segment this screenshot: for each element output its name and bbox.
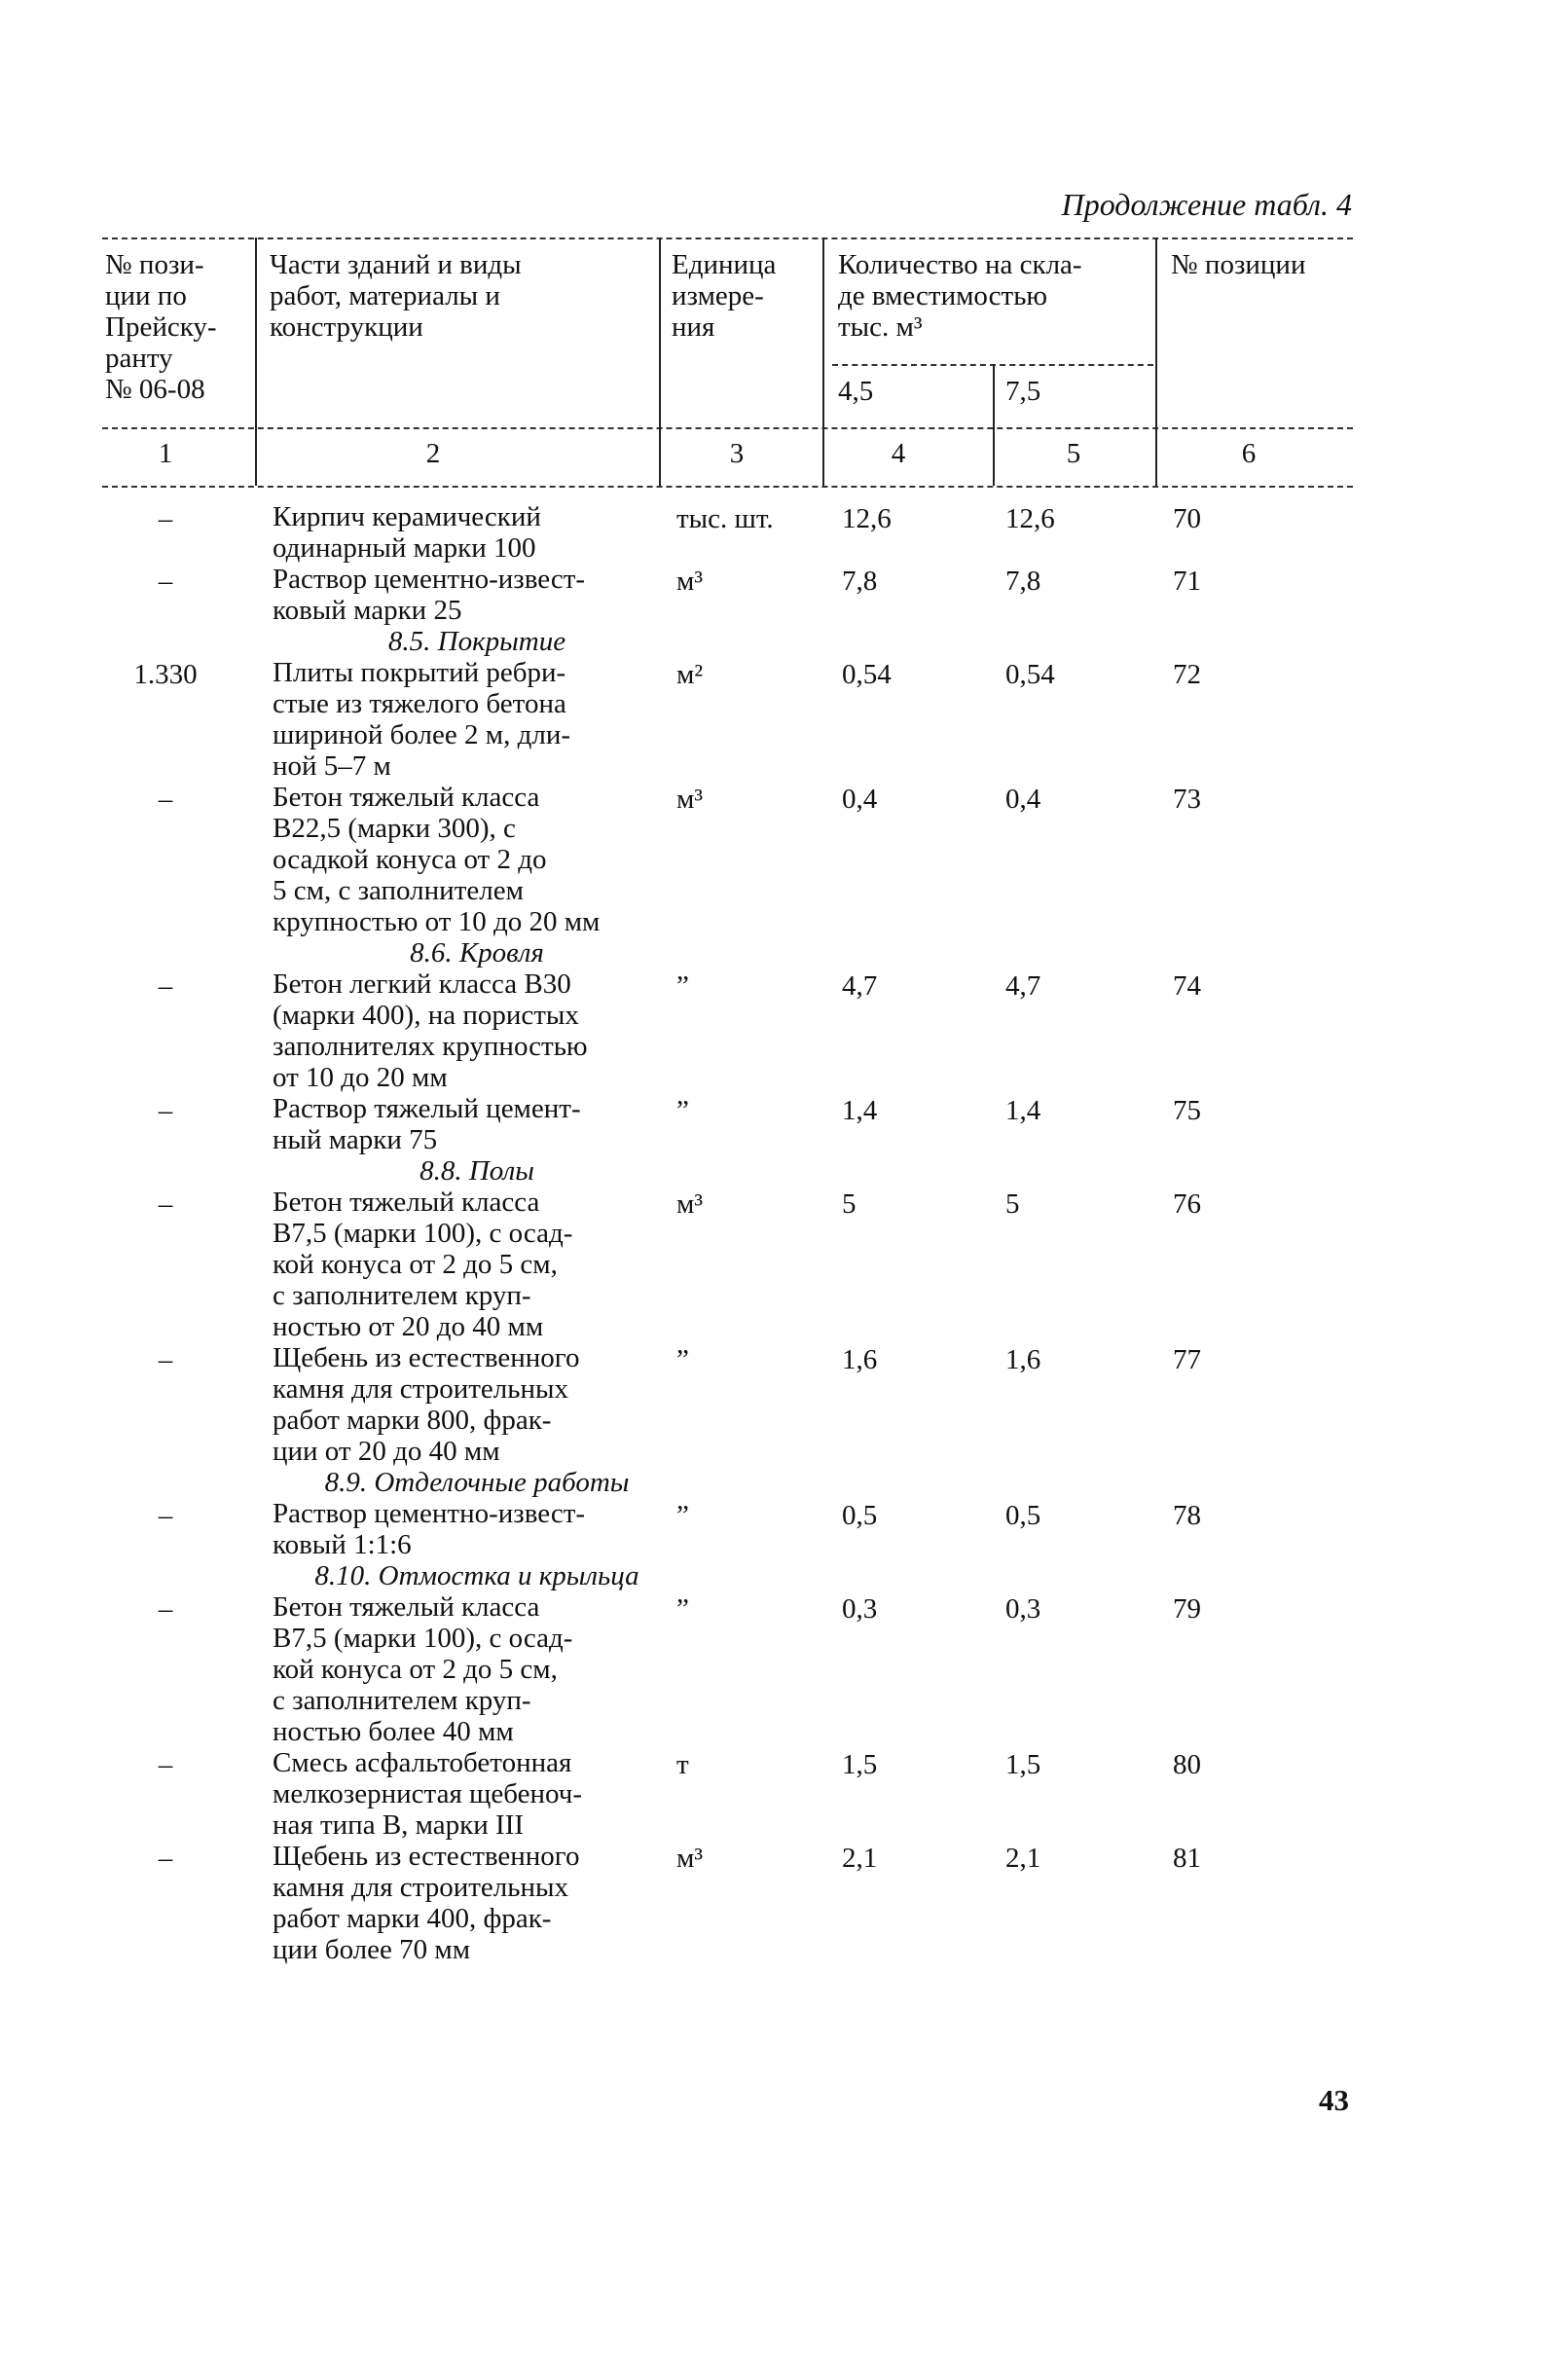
row-position-number: – — [158, 1843, 173, 1874]
row-name-line: Бетон тяжелый класса — [273, 1187, 540, 1218]
row-position: 75 — [1173, 1095, 1201, 1126]
row-position: 72 — [1173, 659, 1201, 690]
row-quantity-7-5: 1,4 — [1005, 1095, 1041, 1126]
vrule-3 — [822, 238, 824, 486]
table-row — [102, 782, 1353, 937]
row-name-line: кой конуса от 2 до 5 см, — [273, 1249, 558, 1280]
row-position: 79 — [1173, 1593, 1201, 1625]
table-row — [102, 564, 1353, 626]
row-position: 76 — [1173, 1188, 1201, 1220]
row-name-line: Бетон тяжелый класса — [273, 782, 540, 813]
header-col4-sub2: 7,5 — [1005, 376, 1041, 407]
row-name-line: Раствор тяжелый цемент- — [273, 1093, 581, 1124]
row-unit: м³ — [676, 566, 704, 597]
row-position: 73 — [1173, 784, 1201, 815]
row-quantity-4-5: 1,5 — [842, 1749, 878, 1780]
row-name-line: Плиты покрытий ребри- — [273, 657, 566, 688]
row-quantity-4-5: 12,6 — [842, 503, 892, 534]
table-row — [102, 501, 1353, 564]
row-name-line: камня для строительных — [273, 1872, 568, 1903]
row-name — [273, 1841, 681, 1965]
table-row — [102, 1591, 1353, 1747]
row-name-line: Щебень из естественного — [273, 1841, 580, 1872]
row-name-line: 5 см, с заполнителем — [273, 875, 524, 906]
table-row — [102, 1093, 1353, 1155]
table-row — [102, 968, 1353, 1093]
row-quantity-7-5: 4,7 — [1005, 970, 1041, 1002]
row-name-line: Бетон тяжелый класса — [273, 1591, 540, 1623]
vrule-2 — [659, 238, 661, 486]
section-heading: 8.9. Отделочные работы — [324, 1467, 630, 1498]
row-name-line: шириной более 2 м, дли- — [273, 719, 571, 750]
row-unit: ” — [676, 970, 689, 1002]
row-quantity-7-5: 5 — [1005, 1188, 1020, 1220]
row-name-line: заполнителях крупностью — [273, 1031, 588, 1062]
row-name-line: от 10 до 20 мм — [273, 1062, 448, 1093]
section-heading: 8.8. Полы — [419, 1155, 534, 1187]
row-name — [273, 968, 681, 1093]
row-position: 81 — [1173, 1843, 1201, 1874]
row-quantity-7-5: 7,8 — [1005, 566, 1041, 597]
row-unit: ” — [676, 1500, 689, 1531]
row-position-number: – — [158, 784, 173, 815]
table-body — [102, 501, 1353, 1965]
row-name — [273, 657, 681, 782]
row-quantity-7-5: 0,4 — [1005, 784, 1041, 815]
table-row — [102, 1498, 1353, 1560]
row-position: 80 — [1173, 1749, 1201, 1780]
row-name-line: работ марки 400, фрак- — [273, 1903, 552, 1934]
colnum-6: 6 — [1241, 438, 1257, 469]
row-name-line: мелкозернистая щебеноч- — [273, 1778, 582, 1809]
header-col4-sub1: 4,5 — [838, 376, 874, 407]
row-name-line: ции более 70 мм — [273, 1934, 471, 1965]
row-unit: ” — [676, 1593, 689, 1625]
table-row — [102, 1187, 1353, 1342]
row-name — [273, 1747, 681, 1841]
header-col4: Количество на скла- де вместимостью тыс. м³ — [838, 249, 1082, 343]
row-name-line: В22,5 (марки 300), с — [273, 813, 516, 844]
row-quantity-7-5: 0,3 — [1005, 1593, 1041, 1625]
row-name-line: ковый 1:1:6 — [273, 1529, 412, 1560]
row-name — [273, 1498, 681, 1560]
table-row — [102, 1747, 1353, 1841]
row-name-line: ковый марки 25 — [273, 595, 462, 626]
row-unit: тыс. шт. — [676, 503, 774, 534]
row-position-number: – — [158, 1344, 173, 1375]
row-quantity-4-5: 0,4 — [842, 784, 878, 815]
colnum-2: 2 — [425, 438, 441, 469]
row-name — [273, 1342, 681, 1467]
header-col1: № пози- ции по Прейску- ранту № 06-08 — [105, 249, 217, 405]
row-position-number: – — [158, 1749, 173, 1780]
table-row — [102, 1841, 1353, 1965]
row-position-number: – — [158, 1188, 173, 1220]
row-name — [273, 1187, 681, 1342]
row-name — [273, 564, 681, 626]
header-col6: № позиции — [1171, 249, 1306, 280]
section-heading: 8.10. Отмостка и крыльца — [314, 1560, 639, 1591]
row-unit: ” — [676, 1344, 689, 1375]
row-name-line: Раствор цементно-извест- — [273, 564, 586, 595]
row-name-line: ной 5–7 м — [273, 750, 391, 782]
row-quantity-7-5: 1,5 — [1005, 1749, 1041, 1780]
row-quantity-7-5: 0,54 — [1005, 659, 1055, 690]
row-position-number: – — [158, 503, 173, 534]
row-quantity-4-5: 2,1 — [842, 1843, 878, 1874]
row-name-line: ностью от 20 до 40 мм — [273, 1311, 544, 1342]
table-top-rule — [102, 238, 1353, 239]
row-quantity-4-5: 0,5 — [842, 1500, 878, 1531]
row-name-line: ный марки 75 — [273, 1124, 438, 1155]
row-name — [273, 1093, 681, 1155]
row-position-number: – — [158, 1095, 173, 1126]
row-name-line: стые из тяжелого бетона — [273, 688, 566, 719]
row-name-line: с заполнителем круп- — [273, 1685, 531, 1716]
table-caption: Продолжение табл. 4 — [1061, 187, 1352, 222]
row-name-line: Кирпич керамический — [273, 501, 541, 532]
header-col3: Единица измере- ния — [672, 249, 777, 343]
row-name-line: ностью более 40 мм — [273, 1716, 514, 1747]
section-heading: 8.5. Покрытие — [387, 626, 566, 657]
row-name-line: ции от 20 до 40 мм — [273, 1436, 500, 1467]
row-quantity-4-5: 4,7 — [842, 970, 878, 1002]
row-name — [273, 1591, 681, 1747]
vrule-5 — [1155, 238, 1157, 486]
row-name-line: одинарный марки 100 — [273, 532, 536, 564]
row-quantity-7-5: 1,6 — [1005, 1344, 1041, 1375]
vrule-4 — [993, 364, 995, 486]
row-name-line: крупностью от 10 до 20 мм — [273, 906, 601, 937]
row-name-line: осадкой конуса от 2 до — [273, 844, 547, 875]
row-position: 70 — [1173, 503, 1201, 534]
row-name — [273, 782, 681, 937]
colnum-3: 3 — [729, 438, 745, 469]
row-unit: м³ — [676, 784, 704, 815]
row-name-line: Щебень из естественного — [273, 1342, 580, 1373]
row-name-line: Раствор цементно-извест- — [273, 1498, 586, 1529]
row-unit: ” — [676, 1095, 689, 1126]
row-name-line: кой конуса от 2 до 5 см, — [273, 1654, 558, 1685]
row-name-line: ная типа В, марки III — [273, 1809, 525, 1841]
row-quantity-4-5: 1,6 — [842, 1344, 878, 1375]
row-name-line: с заполнителем круп- — [273, 1280, 531, 1311]
row-name-line: Бетон легкий класса В30 — [273, 968, 571, 1000]
row-position-number: – — [158, 566, 173, 597]
row-name-line: камня для строительных — [273, 1373, 568, 1405]
row-position-number: – — [158, 1593, 173, 1625]
row-name-line: В7,5 (марки 100), с осад- — [273, 1623, 573, 1654]
table-row — [102, 657, 1353, 782]
row-position: 77 — [1173, 1344, 1201, 1375]
header-rule — [102, 427, 1353, 429]
header-col2: Части зданий и виды работ, материалы и конструкции — [270, 249, 522, 343]
row-quantity-7-5: 0,5 — [1005, 1500, 1041, 1531]
row-position: 74 — [1173, 970, 1201, 1002]
vrule-1 — [255, 238, 257, 486]
table-row — [102, 1342, 1353, 1467]
row-name-line: работ марки 800, фрак- — [273, 1405, 552, 1436]
row-name-line: Смесь асфальтобетонная — [273, 1747, 572, 1778]
row-unit: м² — [676, 659, 704, 690]
row-quantity-4-5: 7,8 — [842, 566, 878, 597]
colnum-1: 1 — [158, 438, 173, 469]
colnum-4: 4 — [891, 438, 906, 469]
row-quantity-4-5: 1,4 — [842, 1095, 878, 1126]
row-unit: т — [676, 1749, 689, 1780]
row-quantity-7-5: 2,1 — [1005, 1843, 1041, 1874]
row-unit: м³ — [676, 1188, 704, 1220]
page-number: 43 — [1319, 2083, 1349, 2117]
colnum-rule — [102, 486, 1353, 488]
row-name — [273, 501, 681, 564]
row-position-number: 1.330 — [133, 659, 198, 690]
row-name-line: (марки 400), на пористых — [273, 1000, 579, 1031]
row-name-line: В7,5 (марки 100), с осад- — [273, 1218, 573, 1249]
row-position: 71 — [1173, 566, 1201, 597]
row-quantity-4-5: 0,3 — [842, 1593, 878, 1625]
row-quantity-4-5: 5 — [842, 1188, 857, 1220]
row-unit: м³ — [676, 1843, 704, 1874]
section-heading: 8.6. Кровля — [410, 937, 544, 968]
row-quantity-4-5: 0,54 — [842, 659, 892, 690]
row-position-number: – — [158, 1500, 173, 1531]
row-position: 78 — [1173, 1500, 1201, 1531]
colnum-5: 5 — [1066, 438, 1081, 469]
row-position-number: – — [158, 970, 173, 1002]
row-quantity-7-5: 12,6 — [1005, 503, 1055, 534]
